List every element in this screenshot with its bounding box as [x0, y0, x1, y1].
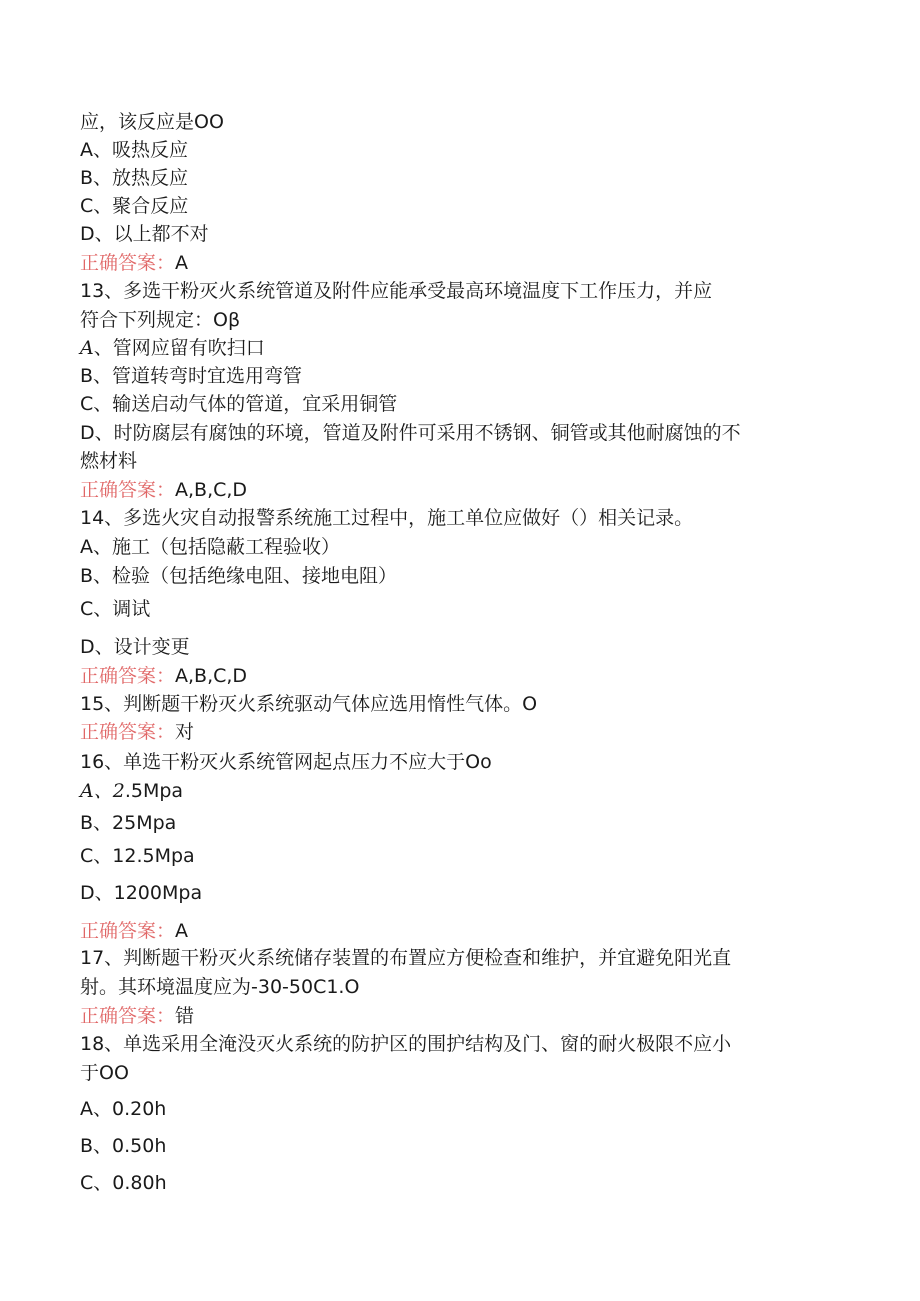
q17-answer	[80, 1004, 194, 1028]
option-letter: A	[80, 337, 94, 359]
q18-option-c: C、0.80h	[80, 1172, 167, 1194]
answer-label: 正确答案：	[80, 920, 176, 942]
q14-option-a: A、施工（包括隐蔽工程验收）	[80, 536, 340, 558]
question-18-stem: 18、单选采用全淹没灭火系统的防护区的围护结构及门、窗的耐火极限不应小	[80, 1033, 732, 1055]
answer-value: A	[175, 920, 189, 942]
question-13-stem-continued: 符合下列规定：Oβ	[80, 309, 241, 331]
q16-option-c: C、12.5Mpa	[80, 845, 195, 867]
question-15-stem: 15、判断题干粉灭火系统驱动气体应选用惰性气体。O	[80, 693, 538, 715]
q16-option-a	[80, 779, 183, 803]
option-text: 、管网应留有吹扫口	[93, 337, 265, 359]
answer-value: A	[175, 252, 189, 274]
question-12-stem-continued: 应，该反应是OO	[80, 111, 224, 133]
q16-option-b: B、25Mpa	[80, 812, 177, 834]
q16-answer	[80, 919, 188, 943]
answer-label: 正确答案：	[80, 1005, 176, 1027]
q12-option-d: D、以上都不对	[80, 223, 209, 245]
q13-option-a	[80, 336, 265, 360]
q18-option-a: A、0.20h	[80, 1098, 167, 1120]
option-text: .5Mpa	[124, 780, 184, 802]
q16-option-d: D、1200Mpa	[80, 882, 203, 904]
q13-answer	[80, 478, 247, 502]
q14-answer	[80, 664, 247, 688]
q12-option-c: C、聚合反应	[80, 195, 189, 217]
question-13-stem: 13、多选干粉灭火系统管道及附件应能承受最高环境温度下工作压力，并应	[80, 280, 713, 302]
answer-label: 正确答案：	[80, 665, 176, 687]
question-18-stem-continued: 于OO	[80, 1062, 129, 1084]
answer-label: 正确答案：	[80, 252, 176, 274]
question-14-stem: 14、多选火灾自动报警系统施工过程中，施工单位应做好（）相关记录。	[80, 507, 694, 529]
q13-option-d-continued: 燃材料	[80, 450, 138, 472]
answer-value: A,B,C,D	[175, 479, 248, 501]
q14-option-d: D、设计变更	[80, 636, 190, 658]
question-17-stem: 17、判断题干粉灭火系统储存装置的布置应方便检查和维护，并宜避免阳光直	[80, 947, 732, 969]
question-17-stem-continued: 射。其环境温度应为-30-50C1.O	[80, 976, 360, 998]
q13-option-b: B、管道转弯时宜选用弯管	[80, 365, 303, 387]
answer-value: A,B,C,D	[175, 665, 248, 687]
q13-option-d: D、时防腐层有腐蚀的环境，管道及附件可采用不锈钢、铜管或其他耐腐蚀的不	[80, 422, 741, 444]
q15-answer	[80, 720, 194, 744]
q14-option-b: B、检验（包括绝缘电阻、接地电阻）	[80, 565, 398, 587]
q12-answer	[80, 251, 188, 275]
q14-option-c: C、调试	[80, 598, 151, 620]
option-letter: A、2	[80, 780, 125, 802]
answer-label: 正确答案：	[80, 721, 176, 743]
q12-option-b: B、放热反应	[80, 167, 189, 189]
answer-value: 对	[175, 721, 195, 743]
answer-value: 错	[175, 1005, 195, 1027]
question-16-stem: 16、单选干粉灭火系统管网起点压力不应大于Oo	[80, 751, 492, 773]
q13-option-c: C、输送启动气体的管道，宜采用铜管	[80, 393, 398, 415]
q18-option-b: B、0.50h	[80, 1135, 167, 1157]
q12-option-a: A、吸热反应	[80, 139, 188, 161]
answer-label: 正确答案：	[80, 479, 176, 501]
